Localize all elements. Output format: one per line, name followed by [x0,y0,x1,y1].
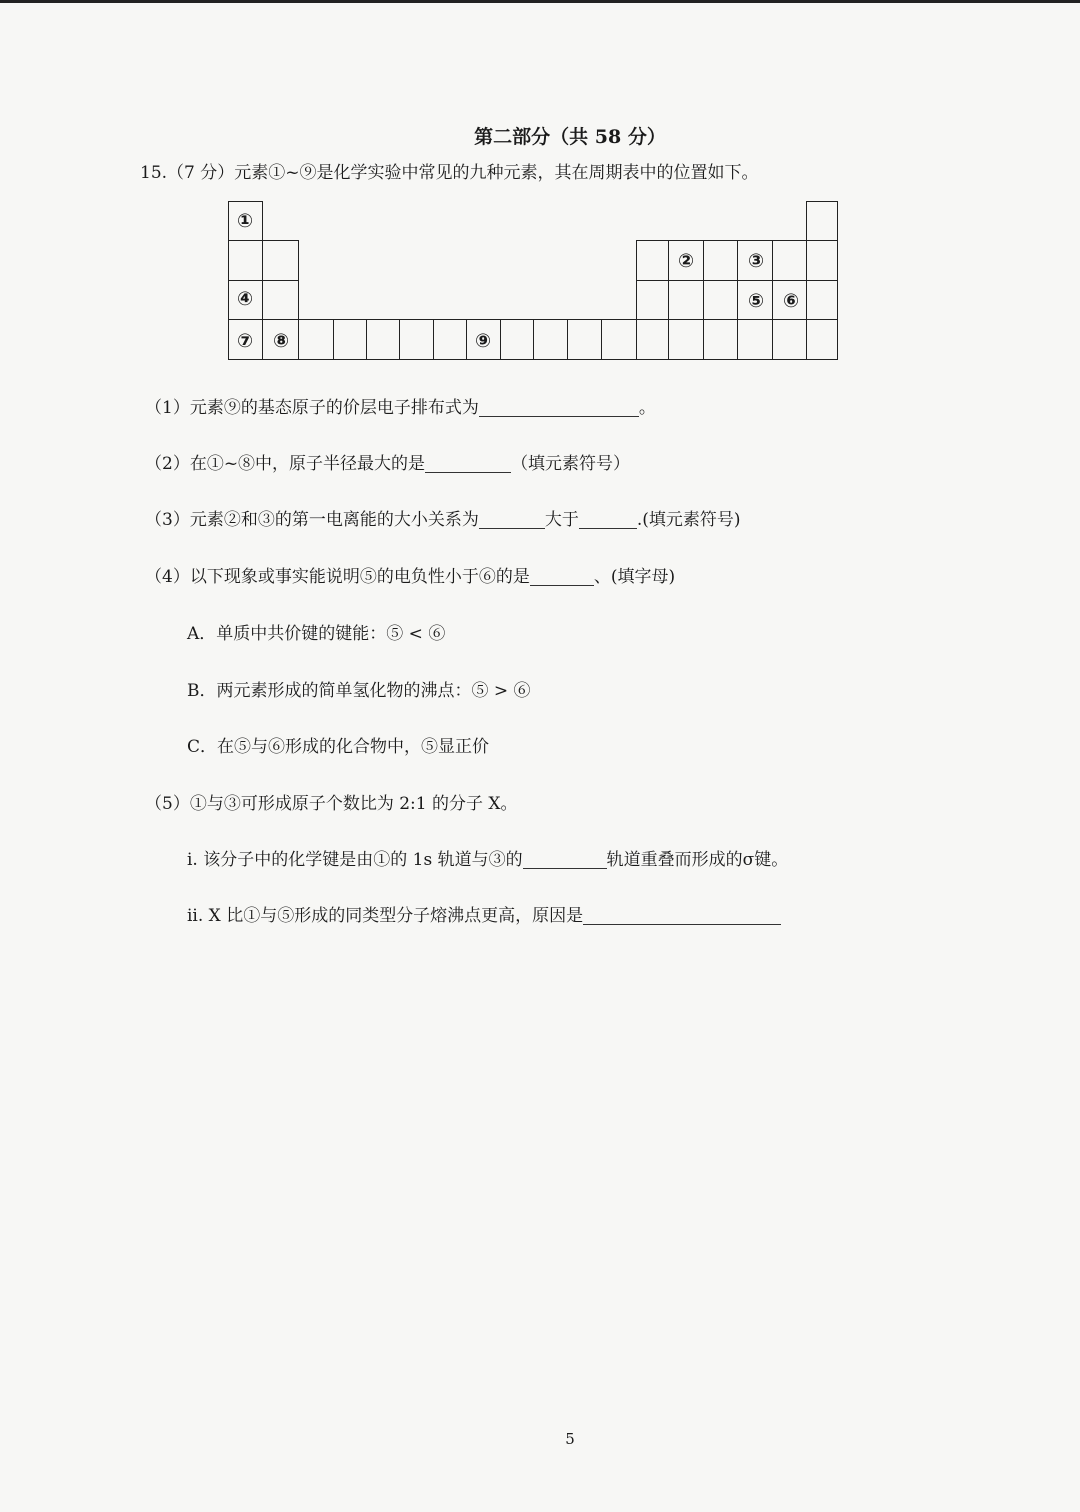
subquestion-2-text: （2）在①~⑧中，原子半径最大的是 [145,454,426,474]
subquestion-2-note: （填元素符号） [511,454,631,474]
table-cell [567,319,602,360]
table-cell [399,319,434,360]
subquestion-4 [145,562,675,587]
element-label-3: ③ [747,250,765,272]
table-cell [703,240,738,281]
table-cell [228,240,263,281]
table-cell [703,280,738,320]
subquestion-1-text: （1）元素⑨的基态原子的价层电子排布式为 [145,398,479,418]
table-cell [366,319,400,360]
option-b: B．两元素形成的简单氢化物的沸点：⑤ > ⑥ [187,681,531,701]
scan-top-edge [0,0,1080,3]
subquestion-5: （5）①与③可形成原子个数比为 2:1 的分子 X。 [145,794,518,814]
element-label-5: ⑤ [747,290,765,312]
answer-blank-4[interactable] [530,567,594,586]
table-cell [703,319,738,360]
element-label-4: ④ [236,288,254,310]
table-cell [228,280,263,320]
subquestion-5-i [187,845,788,870]
periodic-table [0,0,1080,400]
table-cell [668,280,704,320]
element-label-2: ② [677,250,695,272]
table-cell [298,319,334,360]
table-cell [737,319,773,360]
subquestion-5-ii-text: ii. X 比①与⑤形成的同类型分子熔沸点更高，原因是 [187,906,584,926]
answer-blank-1[interactable] [479,398,639,417]
table-cell [636,319,669,360]
table-cell [806,201,838,241]
subquestion-3-mid: 大于 [544,510,579,530]
table-cell [737,240,773,281]
section-title: 第二部分（共 58 分） [474,126,666,148]
table-cell [636,280,669,320]
table-cell [668,319,704,360]
page-number: 5 [565,1430,575,1448]
element-label-8: ⑧ [272,330,290,352]
question-stem: 15.（7 分）元素①~⑨是化学实验中常见的九种元素，其在周期表中的位置如下。 [140,163,759,183]
option-c: C．在⑤与⑥形成的化合物中，⑤显正价 [187,737,490,757]
table-cell [500,319,534,360]
subquestion-4-note: 、(填字母) [593,567,676,587]
table-cell [601,319,637,360]
answer-blank-3b[interactable] [579,510,637,529]
table-cell [772,240,807,281]
subquestion-2 [145,449,630,474]
answer-blank-5ii[interactable] [583,906,781,925]
subquestion-1-end: 。 [638,398,656,418]
element-label-6: ⑥ [782,290,800,312]
subquestion-3 [145,505,741,530]
table-cell [466,319,501,360]
table-cell [262,280,299,320]
table-cell [262,319,299,360]
table-cell [806,240,838,281]
table-cell [806,319,838,360]
subquestion-1 [145,393,656,418]
subquestion-5-ii [187,901,781,926]
table-cell [228,319,263,360]
table-cell [772,319,807,360]
table-cell [228,201,263,241]
element-label-7: ⑦ [236,330,254,352]
table-cell [772,280,807,320]
subquestion-4-text: （4）以下现象或事实能说明⑤的电负性小于⑥的是 [145,567,530,587]
table-cell [433,319,467,360]
answer-blank-5i[interactable] [523,850,607,869]
option-a: A．单质中共价键的键能：⑤ < ⑥ [187,624,446,644]
subquestion-3-text: （3）元素②和③的第一电离能的大小关系为 [145,510,479,530]
table-cell [533,319,568,360]
table-cell [636,240,669,281]
answer-blank-3a[interactable] [479,510,545,529]
table-cell [262,240,299,281]
element-label-1: ① [236,210,254,232]
subquestion-5-i-text: i. 该分子中的化学键是由①的 1s 轨道与③的 [187,850,523,870]
table-cell [806,280,838,320]
element-label-9: ⑨ [474,330,492,352]
subquestion-5-i-end: 轨道重叠而形成的σ键。 [606,850,789,870]
table-cell [668,240,704,281]
answer-blank-2[interactable] [425,454,511,473]
table-cell [737,280,773,320]
table-cell [333,319,367,360]
subquestion-3-note: .(填元素符号) [636,510,741,530]
